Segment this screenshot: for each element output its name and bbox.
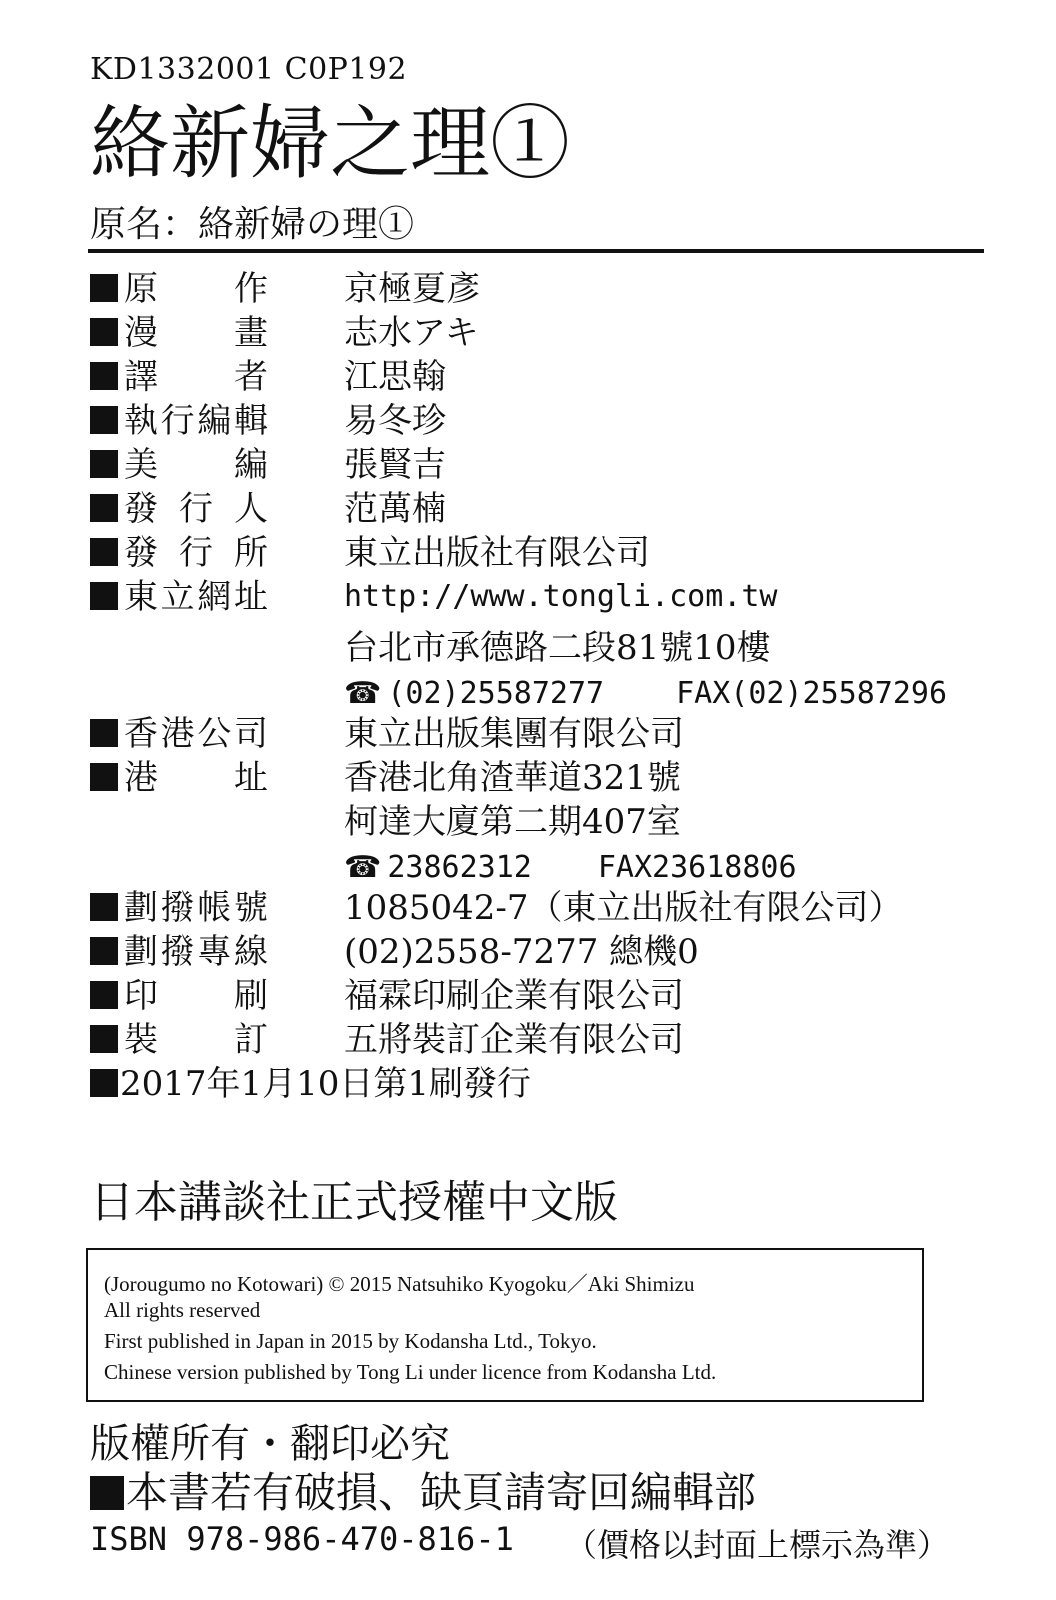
credits-value: 志水アキ	[344, 313, 479, 353]
bullet-square	[90, 450, 118, 478]
label-char: 人	[234, 489, 268, 529]
label-char: 者	[234, 357, 268, 397]
misc-label	[124, 886, 268, 930]
hk-contact	[344, 844, 797, 890]
credits-row	[90, 443, 446, 487]
license-title: 日本講談社正式授權中文版	[90, 1177, 618, 1228]
misc-label	[124, 1018, 268, 1062]
label-char: 址	[234, 758, 268, 798]
damage-note-text: 本書若有破損、缺頁請寄回編輯部	[126, 1468, 757, 1517]
label-char: 行	[160, 401, 195, 441]
bullet-square	[90, 981, 118, 1009]
label-char: 執	[124, 401, 158, 441]
label-char: 美	[124, 445, 158, 485]
label-char: 網	[197, 577, 232, 617]
credits-row	[90, 267, 480, 311]
telephone-icon: ☎	[344, 676, 382, 711]
label-char: 發	[124, 489, 158, 529]
hk-row	[90, 712, 684, 756]
credits-row	[90, 311, 479, 355]
label-char: 編	[197, 401, 232, 441]
tw-phone: (02)25587277	[387, 676, 605, 711]
hk-value: 東立出版集團有限公司	[344, 714, 684, 754]
label-char: 原	[124, 269, 158, 309]
label-char: 劃	[124, 888, 158, 928]
label-char: 撥	[160, 888, 195, 928]
title-divider	[88, 249, 984, 253]
credits-label	[124, 355, 268, 399]
label-char: 香	[124, 714, 158, 754]
misc-value: 1085042-7（東立出版社有限公司）	[344, 888, 903, 928]
misc-row	[90, 974, 684, 1018]
misc-value: 五將裝訂企業有限公司	[344, 1020, 684, 1060]
label-char: 裝	[124, 1020, 158, 1060]
label-char: 址	[233, 577, 268, 617]
tw-fax: FAX(02)25587296	[676, 676, 948, 711]
label-char: 行	[179, 533, 213, 573]
bullet-square	[90, 406, 118, 434]
credits-label	[124, 575, 268, 619]
misc-row	[90, 886, 903, 930]
label-char: 東	[124, 577, 158, 617]
product-code: KD1332001 C0P192	[90, 52, 408, 87]
bullet-square	[90, 1025, 118, 1053]
bullet-square	[90, 362, 118, 390]
bullet-square	[90, 318, 118, 346]
bullet-square	[90, 582, 118, 610]
label-char: 專	[197, 932, 232, 972]
label-char: 帳	[197, 888, 232, 928]
hk-fax: FAX23618806	[597, 850, 797, 885]
bullet-square	[90, 763, 118, 791]
credits-value: 東立出版社有限公司	[344, 533, 650, 573]
damage-note	[90, 1460, 756, 1520]
label-char: 編	[234, 445, 268, 485]
label-char: 港	[124, 758, 158, 798]
telephone-icon: ☎	[344, 850, 382, 885]
bullet-square	[90, 494, 118, 522]
label-char: 漫	[124, 313, 158, 353]
copyright-box	[86, 1248, 924, 1402]
credits-value: 范萬楠	[344, 489, 446, 529]
license-line: First published in Japan in 2015 by Kodansha Ltd., Tokyo.	[104, 1329, 597, 1353]
credits-row	[90, 575, 778, 619]
hk-value: 香港北角渣華道321號	[344, 758, 681, 798]
credits-label	[124, 267, 268, 311]
credits-value: http://www.tongli.com.tw	[344, 579, 778, 614]
misc-row	[90, 930, 699, 974]
license-line: (Jorougumo no Kotowari) © 2015 Natsuhiko Kyogoku／Aki Shimizu	[104, 1272, 695, 1296]
hk-label	[124, 712, 268, 756]
credits-value: 京極夏彥	[344, 269, 480, 309]
bullet-square	[90, 719, 118, 747]
credits-value: 江思翰	[344, 357, 446, 397]
credits-value: 易冬珍	[344, 401, 446, 441]
label-char: 輯	[233, 401, 268, 441]
credits-label	[124, 443, 268, 487]
hk-phone: 23862312	[387, 850, 532, 885]
bullet-square	[90, 893, 118, 921]
hk-address2: 柯達大廈第二期407室	[344, 802, 681, 842]
label-char: 刷	[234, 976, 268, 1016]
bullet-square	[90, 937, 118, 965]
label-char: 港	[160, 714, 195, 754]
rights-reserved: 版權所有・翻印必究	[90, 1421, 450, 1467]
label-char: 公	[197, 714, 232, 754]
credits-label	[124, 487, 268, 531]
misc-value: 福霖印刷企業有限公司	[344, 976, 684, 1016]
hk-label	[124, 756, 268, 800]
label-char: 撥	[160, 932, 195, 972]
label-char: 司	[233, 714, 268, 754]
misc-row	[90, 1018, 684, 1062]
credits-label	[124, 311, 268, 355]
credits-label	[124, 399, 268, 443]
book-title: 絡新婦之理①	[90, 97, 570, 190]
label-char: 作	[234, 269, 268, 309]
hk-row	[90, 756, 681, 800]
label-char: 號	[233, 888, 268, 928]
label-char: 畫	[234, 313, 268, 353]
isbn: ISBN 978-986-470-816-1	[90, 1520, 514, 1558]
release-date: 2017年1月10日第1刷發行	[120, 1064, 532, 1104]
tw-contact	[344, 670, 947, 716]
credits-row	[90, 487, 446, 531]
credits-value: 張賢吉	[344, 445, 446, 485]
original-title: 原名：絡新婦の理①	[90, 204, 415, 245]
label-char: 所	[234, 533, 268, 573]
bullet-square	[90, 1476, 124, 1510]
label-char: 線	[233, 932, 268, 972]
bullet-square	[90, 538, 118, 566]
license-line: Chinese version published by Tong Li under licence from Kodansha Ltd.	[104, 1360, 717, 1384]
tw-address: 台北市承德路二段81號10樓	[344, 628, 771, 668]
label-char: 行	[179, 489, 213, 529]
label-char: 劃	[124, 932, 158, 972]
label-char: 印	[124, 976, 158, 1016]
label-char: 立	[160, 577, 195, 617]
misc-value: (02)2558-7277 總機0	[344, 932, 699, 972]
price-note: （價格以封面上標示為準）	[565, 1526, 950, 1564]
credits-row	[90, 355, 446, 399]
bullet-square	[90, 274, 118, 302]
misc-label	[124, 930, 268, 974]
label-char: 譯	[124, 357, 158, 397]
credits-row	[90, 531, 650, 575]
credits-row	[90, 399, 446, 443]
credits-label	[124, 531, 268, 575]
label-char: 發	[124, 533, 158, 573]
release-row	[90, 1062, 531, 1106]
bullet-square	[90, 1069, 118, 1097]
label-char: 訂	[234, 1020, 268, 1060]
license-line: All rights reserved	[104, 1298, 261, 1322]
misc-label	[124, 974, 268, 1018]
